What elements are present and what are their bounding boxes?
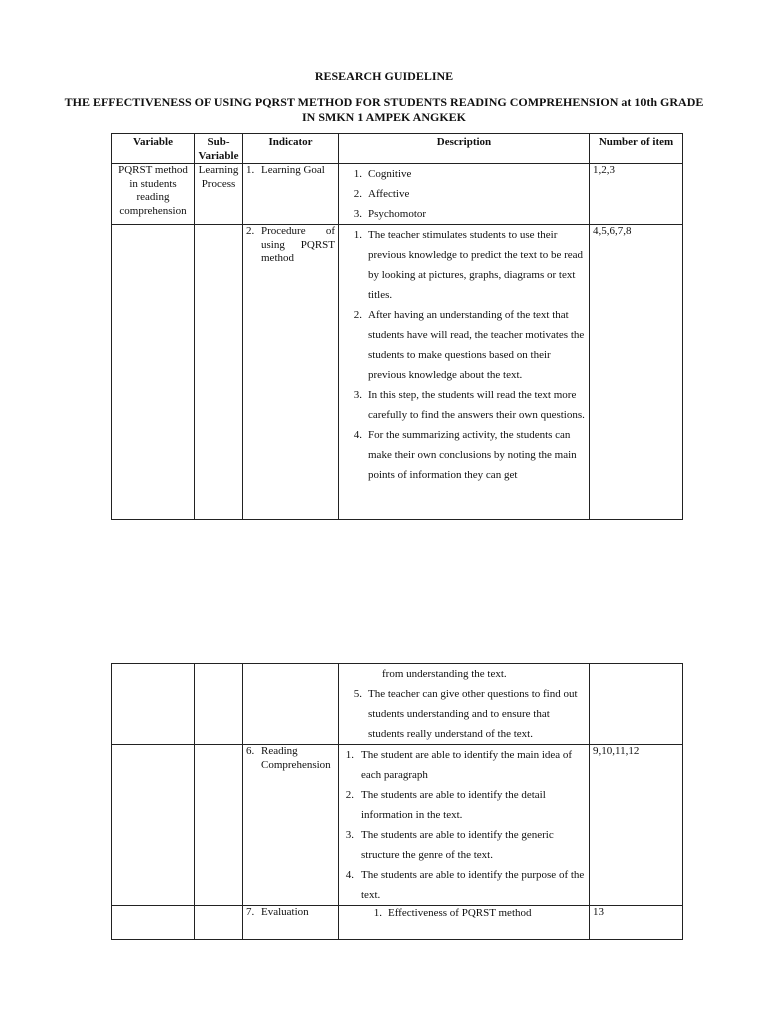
description-item: 2. After having an understanding of the text that students have will read, the teacher motivates the students to make questions based on their previous knowledge about the text. <box>353 309 585 381</box>
description-item: 1. The teacher stimulates students to use their previous knowledge to predict the text to be read by looking at pictures, graphs, diagrams or text titles. <box>353 229 584 301</box>
variable-cell <box>112 225 195 520</box>
description-item: 3. In this step, the students will read the text more carefully to find the answers their own questions. <box>353 389 585 421</box>
indicator-cell <box>243 745 339 906</box>
indicator-number: 1. <box>246 164 255 176</box>
guideline-table-part-1 <box>111 133 683 520</box>
description-cell <box>339 225 590 520</box>
variable-cell: PQRST method in students reading comprehension <box>112 164 195 225</box>
indicator-cell <box>243 664 339 745</box>
description-item: 3. Psychomotor <box>353 208 427 220</box>
subtitle-line-1: THE EFFECTIVENESS OF USING PQRST METHOD FOR STUDENTS READING COMPREHENSION at 10th GRADE <box>64 95 704 109</box>
number-of-item-cell <box>590 664 683 745</box>
sub-variable-cell: Learning Process <box>195 164 243 225</box>
table-row <box>112 906 683 940</box>
description-continuation: from understanding the text. <box>382 668 507 680</box>
header-variable: Variable <box>112 134 195 164</box>
header-sub-variable: Sub-Variable <box>195 134 243 164</box>
variable-cell <box>112 745 195 906</box>
number-of-item-cell: 4,5,6,7,8 <box>590 225 683 520</box>
description-item: 2. The students are able to identify the detail information in the text. <box>345 789 546 821</box>
subtitle-line-2: IN SMKN 1 AMPEK ANGKEK <box>301 110 466 124</box>
document-subtitle <box>60 95 708 125</box>
header-indicator: Indicator <box>243 134 339 164</box>
table-row <box>112 745 683 906</box>
description-item: 2. Affective <box>353 188 410 200</box>
document-title: RESEARCH GUIDELINE <box>314 69 454 83</box>
indicator-text: Evaluation <box>261 906 309 918</box>
table-row <box>112 225 683 520</box>
number-of-item-cell: 13 <box>590 906 683 940</box>
description-cell <box>339 164 590 225</box>
description-cell <box>339 906 590 940</box>
indicator-cell <box>243 164 339 225</box>
indicator-number: 6. <box>246 745 255 757</box>
variable-cell <box>112 664 195 745</box>
description-cell <box>339 745 590 906</box>
table-row <box>112 664 683 745</box>
description-item: 5. The teacher can give other questions to find out students understanding and to ensure that students really understand of the text. <box>353 688 578 740</box>
description-item: 4. The students are able to identify the purpose of the text. <box>345 869 585 901</box>
indicator-text: Reading Comprehension <box>261 745 331 771</box>
variable-cell <box>112 906 195 940</box>
header-number-of-item: Number of item <box>590 134 683 164</box>
description-item: 1. Effectiveness of PQRST method <box>373 907 532 919</box>
number-of-item-cell: 1,2,3 <box>590 164 683 225</box>
indicator-cell <box>243 225 339 520</box>
header-description: Description <box>339 134 590 164</box>
sub-variable-cell <box>195 664 243 745</box>
description-item: 1. Cognitive <box>353 168 412 180</box>
indicator-number: 7. <box>246 906 255 918</box>
description-item: 3. The students are able to identify the generic structure the genre of the text. <box>345 829 554 861</box>
description-item: 4. For the summarizing activity, the students can make their own conclusions by noting the main points of information they can get <box>353 429 577 481</box>
table-row <box>112 164 683 225</box>
sub-variable-cell <box>195 225 243 520</box>
guideline-table-part-2 <box>111 663 683 940</box>
indicator-number: 2. <box>246 225 255 237</box>
description-cell <box>339 664 590 745</box>
indicator-text: Learning Goal <box>261 164 325 176</box>
number-of-item-cell: 9,10,11,12 <box>590 745 683 906</box>
indicator-cell <box>243 906 339 940</box>
indicator-text: Procedure of using PQRST method <box>261 225 335 264</box>
sub-variable-cell <box>195 745 243 906</box>
table-header-row <box>112 134 683 164</box>
sub-variable-cell <box>195 906 243 940</box>
description-item: 1. The student are able to identify the main idea of each paragraph <box>345 749 573 781</box>
